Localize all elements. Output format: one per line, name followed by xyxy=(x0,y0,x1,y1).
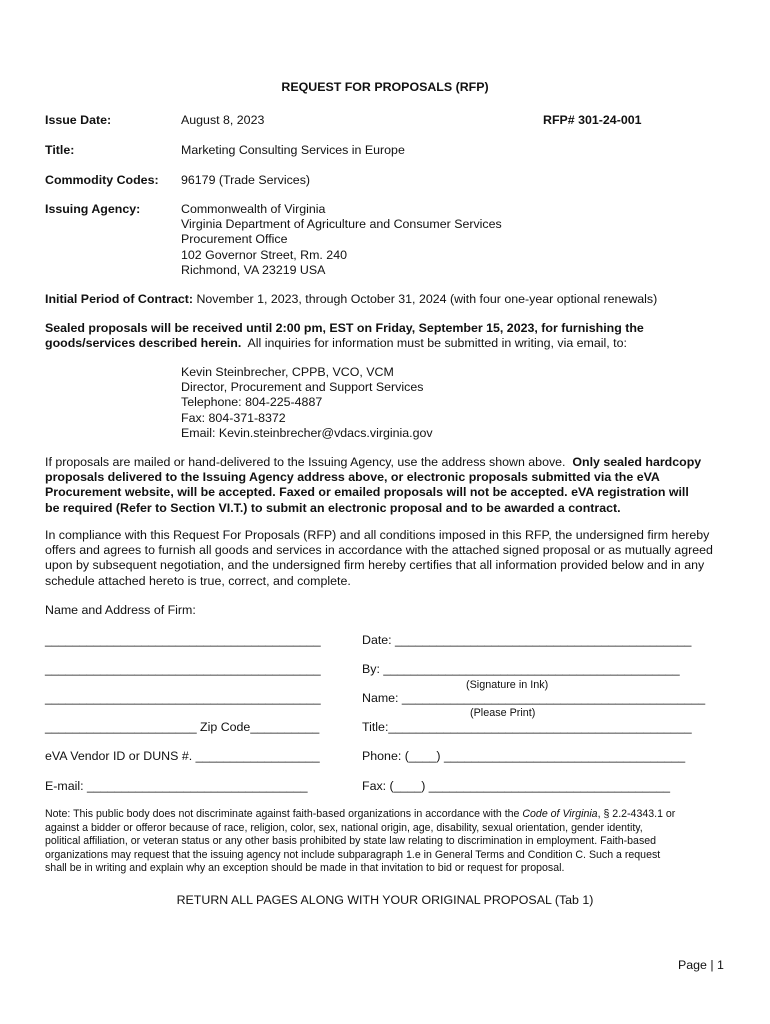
sealed-line-normal: All inquiries for information must be submitted in writing, via email, to: xyxy=(247,336,627,351)
phone-field[interactable]: Phone: (____) ___________________________________ xyxy=(362,749,686,763)
title-label: Title: xyxy=(45,143,75,157)
document-title: REQUEST FOR PROPOSALS (RFP) xyxy=(281,80,489,94)
signature-field[interactable]: By: ___________________________________________ xyxy=(362,662,680,676)
mailing-line: be required (Refer to Section VI.T.) to submit an electronic proposal and to be awarded a contract. xyxy=(45,500,621,515)
issue-date-label: Issue Date: xyxy=(45,113,112,127)
mailing-line-normal: If proposals are mailed or hand-delivered to the Issuing Agency, use the address shown above. xyxy=(45,455,566,469)
date-field[interactable]: Date: ___________________________________________ xyxy=(362,633,692,647)
contract-period xyxy=(45,292,657,307)
note-citation: Code of Virginia xyxy=(522,808,598,820)
issue-date-value: August 8, 2023 xyxy=(181,113,265,127)
mailing-line: proposals delivered to the Issuing Agency address above, or electronic proposals submitted via the eVA xyxy=(45,470,660,485)
issuing-agency-label: Issuing Agency: xyxy=(45,202,141,216)
address-line: Virginia Department of Agriculture and Consumer Services xyxy=(181,217,502,232)
sealed-line: Sealed proposals will be received until 2:00 pm, EST on Friday, September 15, 2023, for furnishing the xyxy=(45,321,644,335)
email-field[interactable]: E-mail: ________________________________ xyxy=(45,779,308,793)
commodity-codes-value: 96179 (Trade Services) xyxy=(181,173,311,187)
address-line: Procurement Office xyxy=(181,232,288,247)
contract-period-label: Initial Period of Contract: xyxy=(45,292,194,306)
compliance-paragraph xyxy=(45,528,727,589)
note-line: , § 2.2-4343.1 or xyxy=(597,808,676,820)
return-pages-notice: RETURN ALL PAGES ALONG WITH YOUR ORIGINAL PROPOSAL (Tab 1) xyxy=(176,893,594,907)
contract-period-value: November 1, 2023, through October 31, 2024 (with four one-year optional renewals) xyxy=(196,292,658,306)
print-name-hint: (Please Print) xyxy=(470,707,536,719)
firm-name-field[interactable]: ________________________________________ xyxy=(45,633,321,647)
firm-name-address-label: Name and Address of Firm: xyxy=(45,603,196,617)
title-value: Marketing Consulting Services in Europe xyxy=(181,143,405,157)
note-line: organizations may request that the issuing agency not include subparagraph 1.e in General Terms and Condition C. Such a request xyxy=(45,848,661,861)
fax-field[interactable]: Fax: (____) ___________________________________ xyxy=(362,779,670,793)
address-line: 102 Governor Street, Rm. 240 xyxy=(181,247,347,262)
commodity-codes-label: Commodity Codes: xyxy=(45,173,159,187)
signer-title-field[interactable]: Title:____________________________________________ xyxy=(362,720,692,734)
contact-block xyxy=(181,365,433,441)
mailing-paragraph xyxy=(45,455,727,516)
contact-email: Email: Kevin.steinbrecher@vdacs.virginia.gov xyxy=(181,425,433,440)
sealed-proposals-paragraph xyxy=(45,321,727,351)
page-number: Page | 1 xyxy=(678,958,724,972)
note-line: against a bidder or offeror because of race, religion, color, sex, national origin, age, disability, sexual orientation, gender identity, xyxy=(45,821,643,834)
mailing-line: Procurement website, will be accepted. Faxed or emailed proposals will not be accepted. eVA registration will xyxy=(45,485,689,500)
compliance-line: upon by subsequent negotiation, and the undersigned firm hereby certifies that all information provided below and in any xyxy=(45,558,705,573)
address-line: Commonwealth of Virginia xyxy=(181,202,326,216)
contact-line: Kevin Steinbrecher, CPPB, VCO, VCM xyxy=(181,365,394,379)
issuing-agency-address xyxy=(181,202,502,278)
note-line: Note: This public body does not discriminate against faith-based organizations in accordance with the xyxy=(45,808,523,820)
nondiscrimination-note xyxy=(45,808,727,876)
compliance-line: In compliance with this Request For Proposals (RFP) and all conditions imposed in this RFP, the undersigned firm hereby xyxy=(45,528,710,542)
mailing-line-bold: Only sealed hardcopy xyxy=(572,455,702,469)
contact-line: Director, Procurement and Support Services xyxy=(181,380,424,395)
zip-code-field[interactable]: ______________________ Zip Code__________ xyxy=(45,720,320,734)
contact-line: Telephone: 804-225-4887 xyxy=(181,395,323,410)
vendor-id-field[interactable]: eVA Vendor ID or DUNS #. __________________ xyxy=(45,749,320,763)
compliance-line: offers and agrees to furnish all goods and services in accordance with the attached signed proposal or as mutually agreed xyxy=(45,543,713,558)
compliance-line: schedule attached hereto is true, correct, and complete. xyxy=(45,573,351,588)
note-line: shall be in writing and explain why an exception should be made in that invitation to bid or request for proposal. xyxy=(45,862,565,875)
contact-line: Fax: 804-371-8372 xyxy=(181,410,286,425)
firm-address-field[interactable]: ________________________________________ xyxy=(45,691,321,705)
print-name-field[interactable]: Name: ____________________________________________ xyxy=(362,691,706,705)
rfp-number: RFP# 301-24-001 xyxy=(543,113,642,127)
address-line: Richmond, VA 23219 USA xyxy=(181,262,326,277)
sealed-line-bold: goods/services described herein. xyxy=(45,336,242,351)
signature-hint: (Signature in Ink) xyxy=(466,679,549,691)
firm-address-field[interactable]: ________________________________________ xyxy=(45,662,321,676)
note-line: political affiliation, or veteran status or any other basis prohibited by state law relating to discrimination in employment. Faith-based xyxy=(45,835,657,848)
